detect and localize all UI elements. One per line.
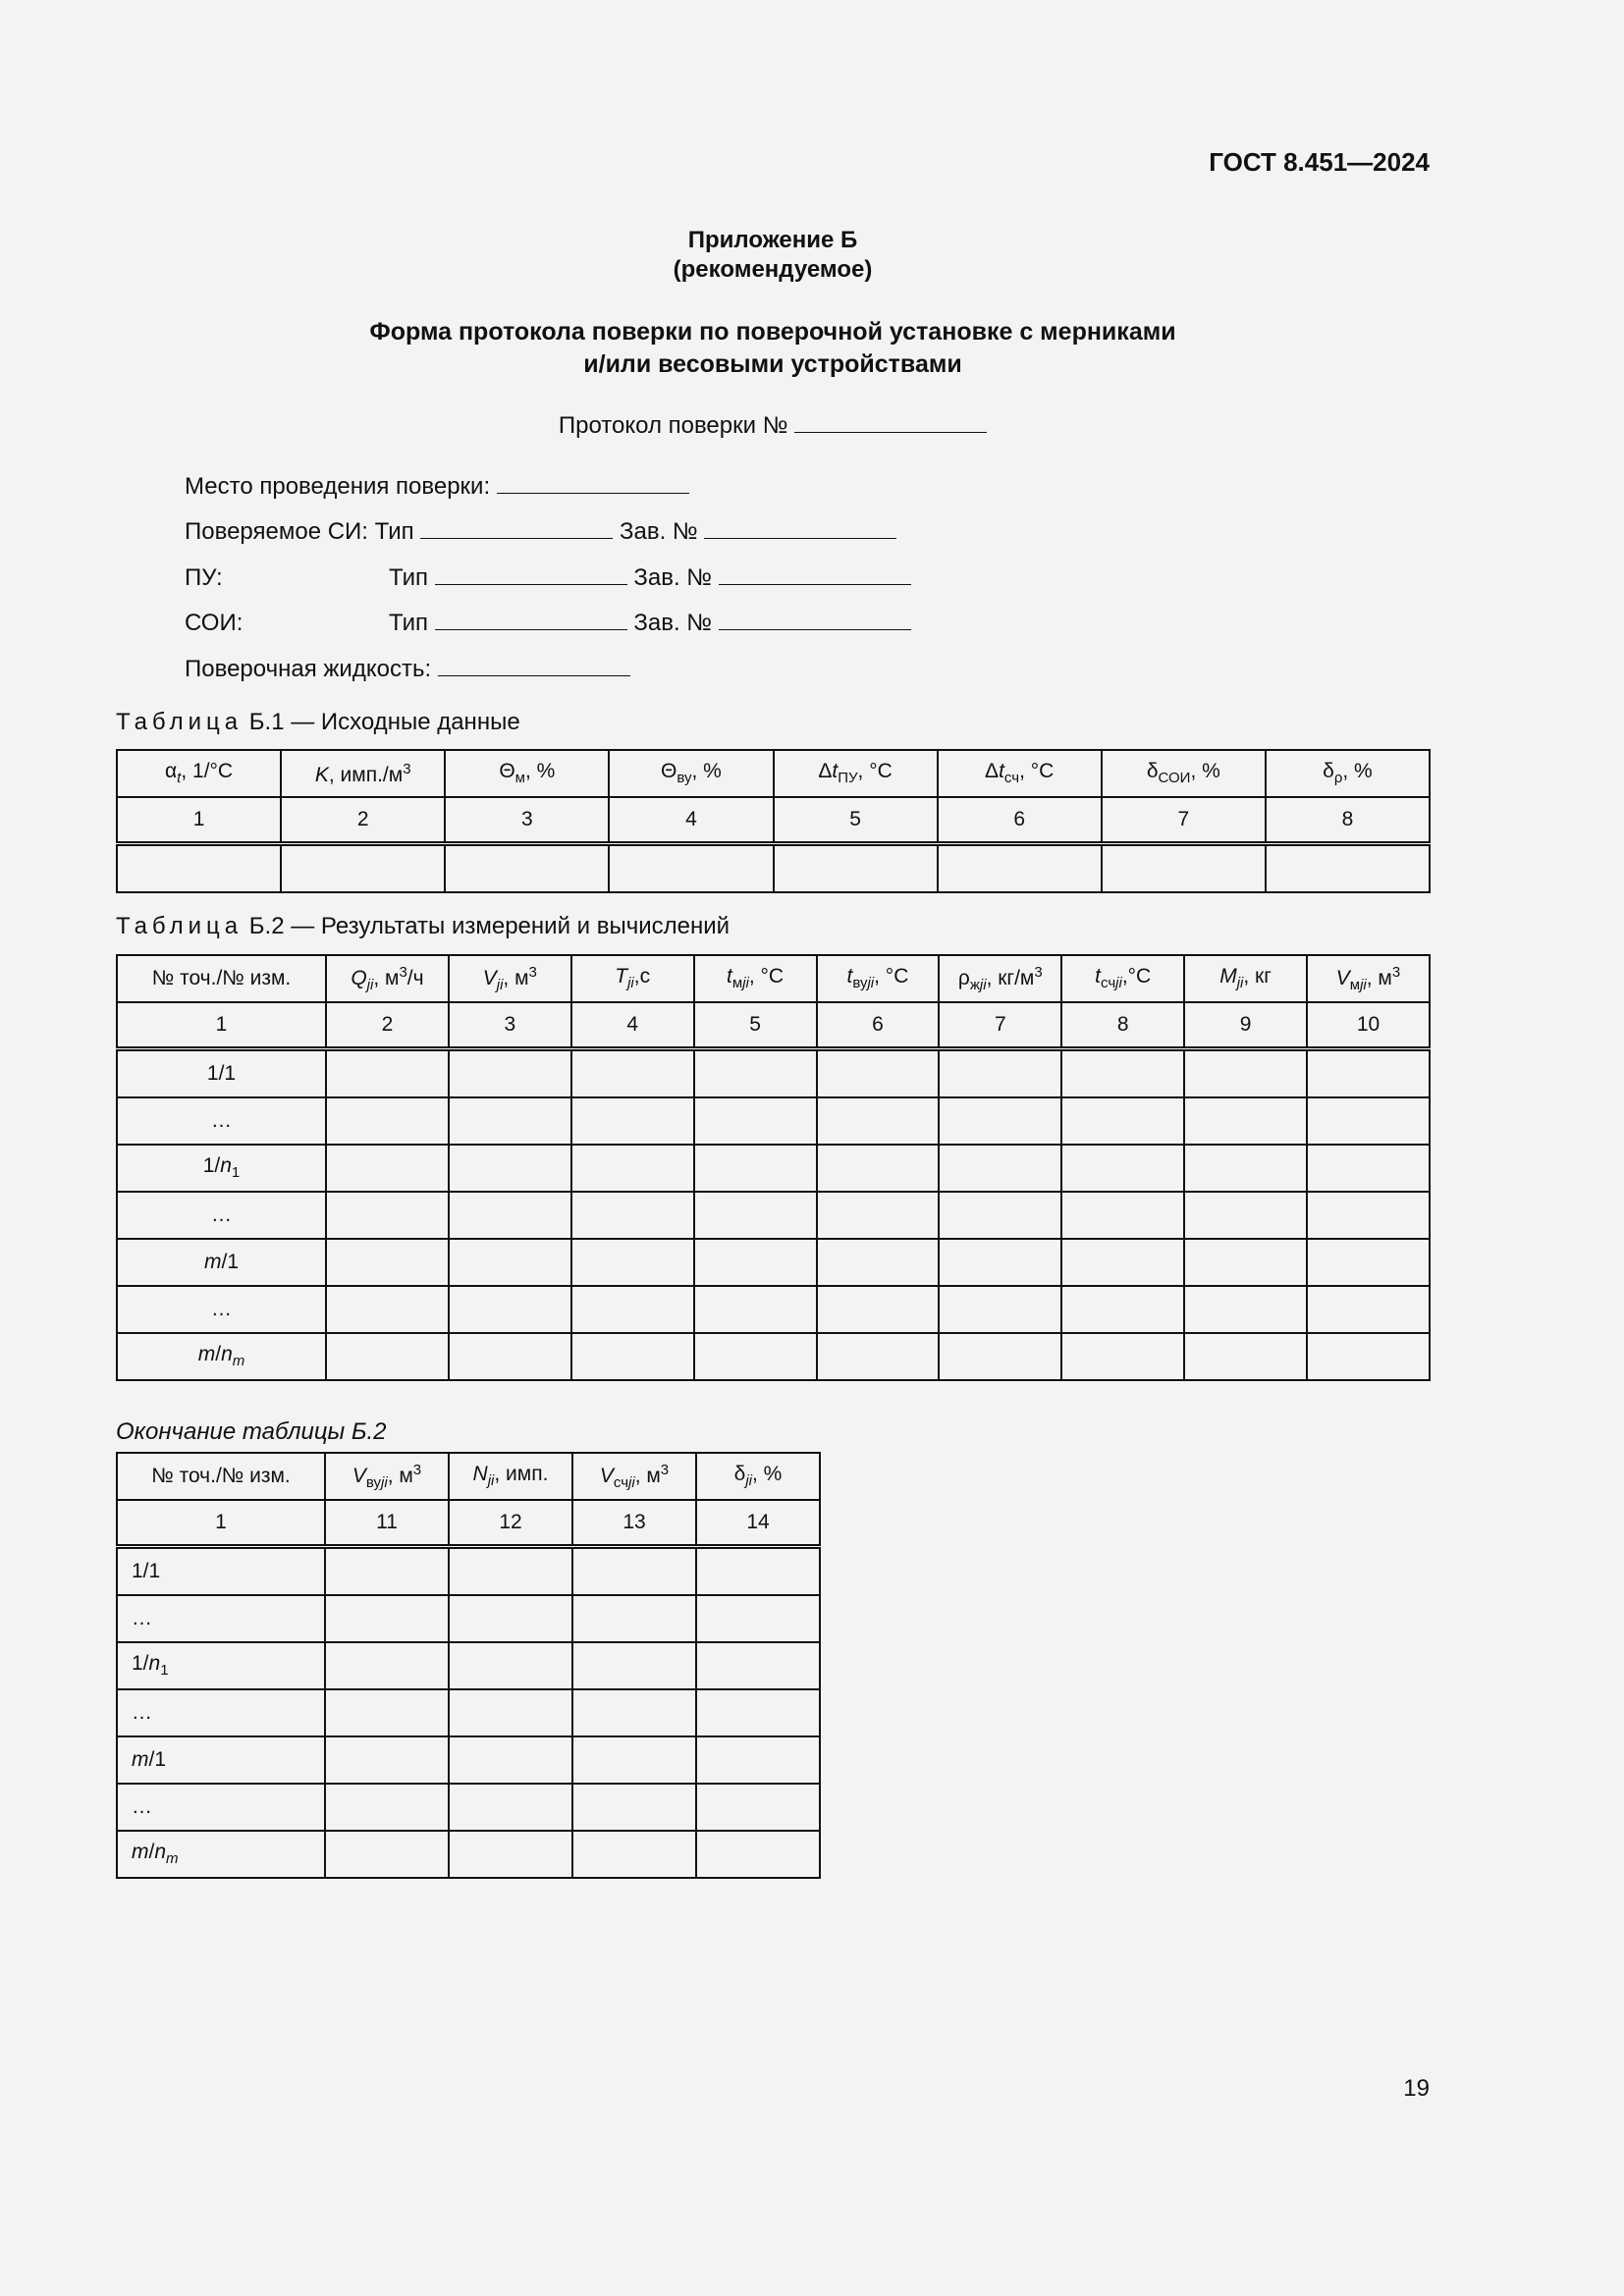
table2-number-cell: 6 — [817, 1002, 940, 1049]
table2-end-caption: Окончание таблицы Б.2 — [116, 1418, 387, 1445]
data-cell[interactable] — [696, 1784, 820, 1831]
table2-end-number-cell: 14 — [696, 1500, 820, 1547]
table1-number-cell: 5 — [774, 797, 938, 844]
table2-end-number-cell: 13 — [572, 1500, 696, 1547]
table1-header-row — [117, 750, 1430, 797]
data-cell[interactable] — [326, 1192, 449, 1239]
table-row — [117, 1239, 1430, 1286]
table2-header-cell: $V_{ji}$, $м^3$ — [449, 955, 571, 1002]
table1-header-cell: $\delta_\rho$, % — [1266, 750, 1430, 797]
protocol-number-line — [0, 412, 1545, 440]
row-label: $m/n_m$ — [117, 1831, 325, 1878]
data-cell[interactable] — [696, 1831, 820, 1878]
table-row — [117, 1192, 1430, 1239]
data-cell[interactable] — [939, 1097, 1061, 1145]
table-row — [117, 1333, 1430, 1380]
table-row — [117, 1736, 820, 1784]
data-cell[interactable] — [1061, 1145, 1184, 1192]
data-cell[interactable] — [1307, 1286, 1430, 1333]
si-field — [185, 518, 896, 546]
pu-type-blank[interactable] — [435, 564, 627, 585]
data-cell[interactable] — [449, 1097, 571, 1145]
data-cell[interactable] — [572, 1784, 696, 1831]
table2-header-cell: $\rho_{жji}$, $кг/м^3$ — [939, 955, 1061, 1002]
data-cell[interactable] — [571, 1333, 694, 1380]
table2-end-number-cell: 11 — [325, 1500, 449, 1547]
soi-field — [389, 610, 911, 637]
place-label: Место проведения поверки: — [185, 473, 491, 500]
data-cell[interactable] — [1307, 1145, 1430, 1192]
data-cell[interactable] — [571, 1192, 694, 1239]
data-cell[interactable] — [939, 1049, 1061, 1098]
data-cell[interactable] — [817, 1333, 940, 1380]
data-cell[interactable] — [696, 1547, 820, 1596]
table1-data-cell[interactable] — [1102, 844, 1266, 893]
table1 — [116, 749, 1431, 893]
liquid-field — [185, 656, 630, 683]
si-serial-blank[interactable] — [704, 518, 896, 539]
table1-number-cell: 1 — [117, 797, 281, 844]
data-cell[interactable] — [817, 1097, 940, 1145]
table1-data-cell[interactable] — [774, 844, 938, 893]
data-cell[interactable] — [1307, 1049, 1430, 1098]
data-cell[interactable] — [1184, 1097, 1307, 1145]
table1-number-cell: 8 — [1266, 797, 1430, 844]
table2-header-cell: $t_{вуji}$, °С — [817, 955, 940, 1002]
row-label: 1/1 — [117, 1547, 325, 1596]
data-cell[interactable] — [326, 1239, 449, 1286]
data-cell[interactable] — [326, 1333, 449, 1380]
data-cell[interactable] — [572, 1831, 696, 1878]
row-label: … — [117, 1689, 325, 1736]
table2-end-number-cell: 12 — [449, 1500, 572, 1547]
table2-end-header-cell: $V_{счji}$, $м^3$ — [572, 1453, 696, 1500]
data-cell[interactable] — [449, 1333, 571, 1380]
table1-number-cell: 3 — [445, 797, 609, 844]
table1-data-cell[interactable] — [117, 844, 281, 893]
data-cell[interactable] — [694, 1097, 817, 1145]
data-cell[interactable] — [694, 1239, 817, 1286]
data-cell[interactable] — [1184, 1049, 1307, 1098]
data-cell[interactable] — [939, 1333, 1061, 1380]
si-label: Поверяемое СИ: Тип — [185, 518, 414, 545]
table1-header-cell: $\alpha_t$, 1/°С — [117, 750, 281, 797]
table2-caption — [116, 913, 730, 940]
row-label: … — [117, 1286, 326, 1333]
table1-number-cell: 7 — [1102, 797, 1266, 844]
data-cell[interactable] — [449, 1831, 572, 1878]
data-cell[interactable] — [572, 1595, 696, 1642]
si-type-blank[interactable] — [420, 518, 613, 539]
table1-number-cell: 4 — [609, 797, 773, 844]
data-cell[interactable] — [326, 1145, 449, 1192]
soi-type-blank[interactable] — [435, 610, 627, 630]
table-row — [117, 1595, 820, 1642]
liquid-label: Поверочная жидкость: — [185, 656, 432, 682]
data-cell[interactable] — [1307, 1333, 1430, 1380]
data-cell[interactable] — [1307, 1192, 1430, 1239]
data-cell[interactable] — [696, 1642, 820, 1689]
data-cell[interactable] — [1184, 1333, 1307, 1380]
table2-end-header-row — [117, 1453, 820, 1500]
table2-header-cell: $t_{счji},^\circ С$ — [1061, 955, 1184, 1002]
data-cell[interactable] — [325, 1689, 449, 1736]
liquid-blank[interactable] — [438, 656, 630, 676]
table2-header-cell: $t_{мji}$, °С — [694, 955, 817, 1002]
data-cell[interactable] — [325, 1736, 449, 1784]
table2-end-number-row — [117, 1500, 820, 1547]
table2-number-cell: 7 — [939, 1002, 1061, 1049]
table1-header-cell: $\Delta t_{ПУ}$, °С — [774, 750, 938, 797]
form-title-line1: Форма протокола поверки по поверочной установке с мерниками — [369, 318, 1176, 346]
data-cell[interactable] — [696, 1689, 820, 1736]
table2-end — [116, 1452, 821, 1879]
pu-label: ПУ: — [185, 564, 223, 591]
appendix-heading — [0, 226, 1545, 285]
data-cell[interactable] — [572, 1642, 696, 1689]
table1-header-cell: $\delta_{СОИ}$, % — [1102, 750, 1266, 797]
row-label: $1/n_1$ — [117, 1642, 325, 1689]
table2-header-cell: $Q_{ji}$, $м^3/ч$ — [326, 955, 449, 1002]
data-cell[interactable] — [449, 1049, 571, 1098]
table2-header-cell: $T_{ji},с$ — [571, 955, 694, 1002]
appendix-title: Приложение Б — [687, 227, 858, 253]
data-cell[interactable] — [817, 1239, 940, 1286]
table2-header-cell: $M_{ji}$, кг — [1184, 955, 1307, 1002]
table2-caption-text: Б.2 — Результаты измерений и вычислений — [248, 913, 731, 939]
data-cell[interactable] — [449, 1286, 571, 1333]
data-cell[interactable] — [571, 1049, 694, 1098]
data-cell[interactable] — [449, 1642, 572, 1689]
table2-end-header-cell: № точ./№ изм. — [117, 1453, 325, 1500]
form-title — [0, 316, 1545, 381]
data-cell[interactable] — [571, 1097, 694, 1145]
table-row — [117, 1784, 820, 1831]
data-cell[interactable] — [449, 1736, 572, 1784]
row-label: … — [117, 1097, 326, 1145]
data-cell[interactable] — [449, 1239, 571, 1286]
data-cell[interactable] — [1061, 1097, 1184, 1145]
data-cell[interactable] — [694, 1049, 817, 1098]
pu-type-label: Тип — [389, 564, 429, 591]
row-label: … — [117, 1784, 325, 1831]
table1-data-row — [117, 844, 1430, 893]
table2-number-cell: 10 — [1307, 1002, 1430, 1049]
data-cell[interactable] — [449, 1547, 572, 1596]
data-cell[interactable] — [326, 1097, 449, 1145]
table-row — [117, 1286, 1430, 1333]
protocol-number-blank[interactable] — [794, 412, 987, 433]
data-cell[interactable] — [1184, 1192, 1307, 1239]
row-label: … — [117, 1192, 326, 1239]
data-cell[interactable] — [694, 1145, 817, 1192]
data-cell[interactable] — [449, 1784, 572, 1831]
table2-number-cell: 3 — [449, 1002, 571, 1049]
data-cell[interactable] — [817, 1049, 940, 1098]
data-cell[interactable] — [694, 1192, 817, 1239]
data-cell[interactable] — [696, 1595, 820, 1642]
data-cell[interactable] — [1307, 1097, 1430, 1145]
soi-label: СОИ: — [185, 610, 244, 636]
table-row — [117, 1097, 1430, 1145]
table1-number-row — [117, 797, 1430, 844]
data-cell[interactable] — [571, 1145, 694, 1192]
row-label: $m/n_m$ — [117, 1333, 326, 1380]
data-cell[interactable] — [1061, 1049, 1184, 1098]
table2-caption-prefix: Таблица — [116, 913, 244, 939]
row-label: 1/1 — [117, 1049, 326, 1098]
table1-caption-prefix: Таблица — [116, 709, 244, 735]
data-cell[interactable] — [817, 1192, 940, 1239]
data-cell[interactable] — [449, 1145, 571, 1192]
row-label: m/1 — [117, 1736, 325, 1784]
data-cell[interactable] — [1061, 1286, 1184, 1333]
table1-data-cell[interactable] — [281, 844, 445, 893]
data-cell[interactable] — [1184, 1145, 1307, 1192]
table-row — [117, 1689, 820, 1736]
table2-number-cell: 5 — [694, 1002, 817, 1049]
row-label: $1/n_1$ — [117, 1145, 326, 1192]
table2-end-header-cell: $V_{вуji}$, $м^3$ — [325, 1453, 449, 1500]
pu-serial-blank[interactable] — [719, 564, 911, 585]
soi-type-label: Тип — [389, 610, 429, 636]
data-cell[interactable] — [449, 1595, 572, 1642]
data-cell[interactable] — [1307, 1239, 1430, 1286]
data-cell[interactable] — [939, 1145, 1061, 1192]
table1-data-cell[interactable] — [445, 844, 609, 893]
row-label: m/1 — [117, 1239, 326, 1286]
table1-caption — [116, 709, 520, 736]
table1-header-cell: $\Delta t_{сч}$, °С — [938, 750, 1102, 797]
data-cell[interactable] — [572, 1736, 696, 1784]
table-row — [117, 1145, 1430, 1192]
table1-header-cell: $\Theta_м$, % — [445, 750, 609, 797]
data-cell[interactable] — [939, 1286, 1061, 1333]
table2 — [116, 954, 1431, 1381]
table2-number-cell: 2 — [326, 1002, 449, 1049]
data-cell[interactable] — [1184, 1286, 1307, 1333]
data-cell[interactable] — [325, 1595, 449, 1642]
table2-end-header-cell: $N_{ji}$, имп. — [449, 1453, 572, 1500]
table2-header-cell: $V_{мji}$, $м^3$ — [1307, 955, 1430, 1002]
place-blank[interactable] — [497, 473, 689, 494]
data-cell[interactable] — [1184, 1239, 1307, 1286]
table-row — [117, 1547, 820, 1596]
table1-data-cell[interactable] — [1266, 844, 1430, 893]
table1-header-cell: K, $имп./м^3$ — [281, 750, 445, 797]
appendix-status: (рекомендуемое) — [673, 256, 873, 283]
table2-header-row — [117, 955, 1430, 1002]
place-field — [185, 473, 689, 501]
data-cell[interactable] — [1061, 1333, 1184, 1380]
table2-number-cell: 8 — [1061, 1002, 1184, 1049]
data-cell[interactable] — [694, 1333, 817, 1380]
soi-serial-label: Зав. № — [633, 610, 713, 636]
data-cell[interactable] — [326, 1049, 449, 1098]
protocol-label: Протокол поверки № — [558, 412, 788, 439]
table2-header-cell: № точ./№ изм. — [117, 955, 326, 1002]
table-row — [117, 1049, 1430, 1098]
table1-data-cell[interactable] — [938, 844, 1102, 893]
data-cell[interactable] — [817, 1145, 940, 1192]
table1-header-cell: $\Theta_{ву}$, % — [609, 750, 773, 797]
table2-number-cell: 9 — [1184, 1002, 1307, 1049]
data-cell[interactable] — [939, 1192, 1061, 1239]
data-cell[interactable] — [325, 1784, 449, 1831]
table1-data-cell[interactable] — [609, 844, 773, 893]
table-row — [117, 1642, 820, 1689]
table1-number-cell: 6 — [938, 797, 1102, 844]
data-cell[interactable] — [325, 1547, 449, 1596]
data-cell[interactable] — [817, 1286, 940, 1333]
si-serial-label: Зав. № — [619, 518, 698, 545]
table2-number-row — [117, 1002, 1430, 1049]
data-cell[interactable] — [571, 1286, 694, 1333]
form-title-line2: и/или весовыми устройствами — [583, 350, 962, 378]
data-cell[interactable] — [325, 1642, 449, 1689]
data-cell[interactable] — [449, 1689, 572, 1736]
table2-end-number-cell: 1 — [117, 1500, 325, 1547]
page-number: 19 — [1403, 2075, 1430, 2102]
table1-caption-text: Б.1 — Исходные данные — [248, 709, 520, 735]
pu-field — [389, 564, 911, 592]
row-label: … — [117, 1595, 325, 1642]
data-cell[interactable] — [694, 1286, 817, 1333]
data-cell[interactable] — [939, 1239, 1061, 1286]
table2-number-cell: 4 — [571, 1002, 694, 1049]
table1-number-cell: 2 — [281, 797, 445, 844]
table-row — [117, 1831, 820, 1878]
data-cell[interactable] — [449, 1192, 571, 1239]
soi-serial-blank[interactable] — [719, 610, 911, 630]
data-cell[interactable] — [1061, 1192, 1184, 1239]
table2-end-header-cell: $\delta_{ji}$, % — [696, 1453, 820, 1500]
data-cell[interactable] — [572, 1689, 696, 1736]
data-cell[interactable] — [696, 1736, 820, 1784]
data-cell[interactable] — [571, 1239, 694, 1286]
data-cell[interactable] — [1061, 1239, 1184, 1286]
data-cell[interactable] — [325, 1831, 449, 1878]
pu-serial-label: Зав. № — [633, 564, 713, 591]
data-cell[interactable] — [572, 1547, 696, 1596]
data-cell[interactable] — [326, 1286, 449, 1333]
table2-number-cell: 1 — [117, 1002, 326, 1049]
standard-code: ГОСТ 8.451—2024 — [1209, 147, 1430, 177]
